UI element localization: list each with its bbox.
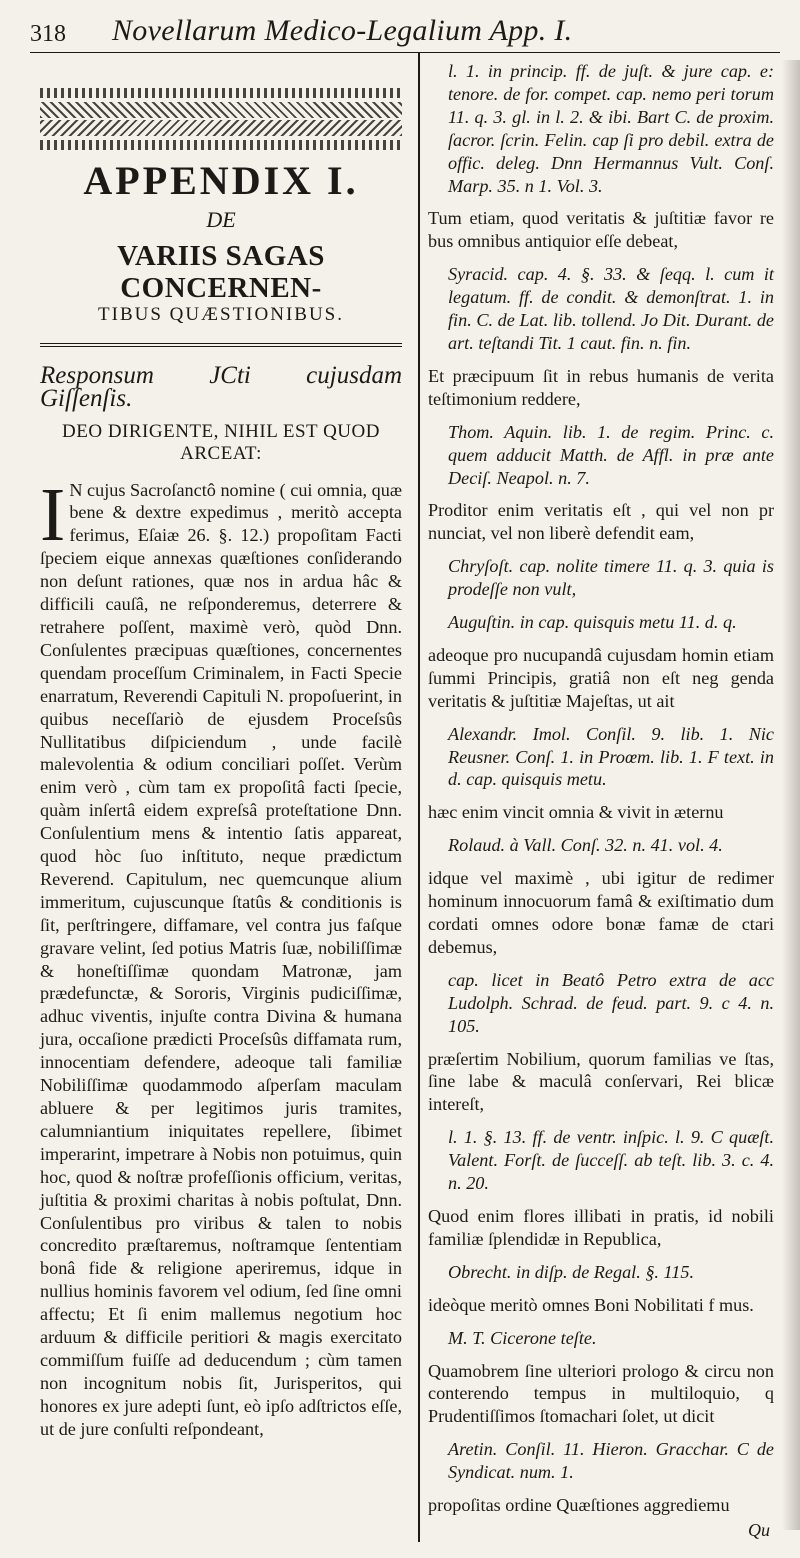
paragraph: præſertim Nobilium, quorum familias ve ſtas, ſine labe & maculâ conſervari, Rei blicæ intereſt, <box>428 1048 774 1115</box>
invocation: DEO DIRIGENTE, NIHIL EST QUOD ARCEAT: <box>62 420 380 464</box>
paragraph: adeoque pro nucupandâ cujusdam homin etiam ſummi Principis, gratiâ non eſt neg genda veritatis & juſtitiæ Majeſtas, ut ait <box>428 644 774 711</box>
citation: Alexandr. Imol. Conſil. 9. lib. 1. Nic Reusner. Conſ. 1. in Proœm. lib. 1. F text. in d. cap. quisquis metu. <box>448 723 774 790</box>
page-number: 318 <box>30 21 66 47</box>
decorative-ornament-band <box>40 88 402 150</box>
citation: Aretin. Conſil. 11. Hieron. Gracchar. C de Syndicat. num. 1. <box>448 1439 774 1483</box>
paragraph: Quamobrem ſine ulteriori prologo & circu non conterendo tempus in multiloquio, q Prudentiſſimos ſtomachari ſolet, ut dicit <box>428 1360 774 1427</box>
column-divider <box>418 52 420 1542</box>
body-paragraph: IN cujus Sacroſanctô nomine ( cui omnia, quæ bene & dextre expedimus , meritò accepta ferimus, Eſaiæ 26. §. 12.) propoſitam Facti ſpeciem eique annexas quæſtiones conſiderando non deſunt rationes, quæ nos in ardua hâc & difficili cauſâ, ne reſponderemus, deterrere & retrahere poſſent, maximè verò, quòd Dnn. Conſulentes præcipuas quæſtiones, concernentes quendam proceſſum Criminalem, in Facti Specie enarratum, Reverendi Capituli N. propoſuerint, in quibus neceſſariò de ejusdem Proceſsûs Nullitatibus diſpiciendum , unde facilè malevolentia & odium conciliari poſſet. Verùm enim verò , cùm tam ex propoſitâ facti ſpecie, quàm inſertâ eidem expreſsâ proteſtatione Dnn. Conſulentium mens & intentio ſatis appareat, quod hòc ſuo inſtituto, neque prædictum Reverend. Capitulum, nec quemcunque alium immeritum, cujuscunque ſtatûs & conditionis is ſit, perſtringere, diffamare, vel contra jus faſque gravare velint, ſed potius Matris ſuæ, nobiliſſimæ & honeſtiſſimæ quondam Matronæ, jam prædefunctæ, & Sororis, Virginis pudiciſſimæ, adhuc viventis, injuſte contra Divina & humana jura, occaſione prædicti Proceſsûs diffamata rum, innocentiam defendere, adeoque tali familiæ Nobiliſſimæ quodammodo aſperſam maculam abluere & per legitimos juris tramites, calumniantium iniquitates repellere, ſibimet imperarint, impetrare à Nobis non potuimus, quin hoc, quod & noſtræ profeſſionis officium, veritas, juſtitia & proximi charitas à nobis poſtulat, Dnn. Conſulentibus pro viribus & talen to nobis concredito præſtaremus, noſtramque ſententiam bonâ fide & religione aperiremus, idque in nullius hominis favorem vel odium, ſed ſine omni affectu; Et ſi enim mallemus negotium hoc arduum & difficile peritiori & magis exercitato commiſſum fuiſſe ad deducendum ; cùm tamen non incognitum nobis ſit, Jurisperitos, qui honores ex jure adepti ſunt, eò ipſo adſtrictos eſſe, ut de jure conſulti reſpondeant, <box>40 472 402 1439</box>
paragraph: propoſitas ordine Quæſtiones aggrediemu <box>428 1495 730 1516</box>
citation: l. 1. in princip. ff. de juſt. & jure cap. e: tenore. de for. compet. cap. nemo peri torum 11. q. 3. gl. in l. 2. & ibi. Bart C. de proxim. ſacror. ſcrin. Felin. cap ſi pro debil. extra de offic. deleg. Dnn Hermannus Vult. Conſ. Marp. 35. n 1. Vol. 3. <box>448 61 774 196</box>
citation: Thom. Aquin. lib. 1. de regim. Princ. c. quem adducit Matth. de Affl. in præ ante Deciſ. Neapol. n. 7. <box>448 421 774 488</box>
paragraph: hæc enim vincit omnia & vivit in æternu <box>428 802 724 823</box>
paragraph: Tum etiam, quod veritatis & juſtitiæ favor re bus omnibus antiquior eſſe debeat, <box>428 208 774 252</box>
citation: Rolaud. à Vall. Conſ. 32. n. 41. vol. 4. <box>448 835 723 856</box>
right-column <box>428 60 774 1527</box>
catchword: Qu <box>748 1520 770 1540</box>
page-edge-shadow <box>782 60 800 1530</box>
citation: Obrecht. in diſp. de Regal. §. 115. <box>448 1261 694 1282</box>
de-line: DE <box>206 206 236 232</box>
citation: l. 1. §. 13. ff. de ventr. inſpic. l. 9. C quæſt. Valent. Forſt. de ſucceſſ. ab teſt. lib. 3. c. 4. n. 20. <box>448 1127 774 1194</box>
paragraph: Proditor enim veritatis eſt , qui vel non pr nunciat, vel non liberè defendit eam, <box>428 500 774 544</box>
paragraph: Et præcipuum ſit in rebus humanis de verita teſtimonium reddere, <box>428 365 774 409</box>
paragraph: idque vel maximè , ubi igitur de redimer hominum innocuorum famâ & exiſtimatio dum cordati omnes odore bonæ famæ de ctari debemus, <box>428 868 774 957</box>
appendix-title: APPENDIX I. <box>83 158 359 203</box>
divider-rule <box>40 346 402 347</box>
paragraph: ideòque meritò omnes Boni Nobilitati f mus. <box>428 1294 754 1315</box>
section-subtitle: TIBUS QUÆSTIONIBUS. <box>98 303 344 325</box>
divider-rule <box>40 343 402 344</box>
left-column <box>40 60 402 1441</box>
section-title: VARIIS SAGAS CONCERNEN- <box>117 239 325 304</box>
citation: Auguſtin. in cap. quisquis metu 11. d. q. <box>448 612 737 633</box>
citation: Syracid. cap. 4. §. 33. & ſeqq. l. cum it legatum. ff. de condit. & demonſtrat. 1. in fin. C. de Lat. lib. tollend. Jo Dit. Durant. de art. teſtandi Tit. 1 caut. fin. n. fin. <box>448 264 774 353</box>
responsum-title: Responsum JCti cujusdam Giſſenſis. <box>40 361 402 412</box>
running-head: Novellarum Medico-Legalium App. I. <box>112 14 573 47</box>
paragraph: Quod enim flores illibati in pratis, id nobili familiæ ſplendidæ in Republica, <box>428 1205 774 1249</box>
page-header <box>30 4 780 53</box>
citation: M. T. Cicerone teſte. <box>448 1327 597 1348</box>
citation: cap. licet in Beatô Petro extra de acc Ludolph. Schrad. de feud. part. 9. c 4. n. 105. <box>448 969 774 1036</box>
citation: Chryſoſt. cap. nolite timere 11. q. 3. quia is prodeſſe non vult, <box>448 556 774 600</box>
